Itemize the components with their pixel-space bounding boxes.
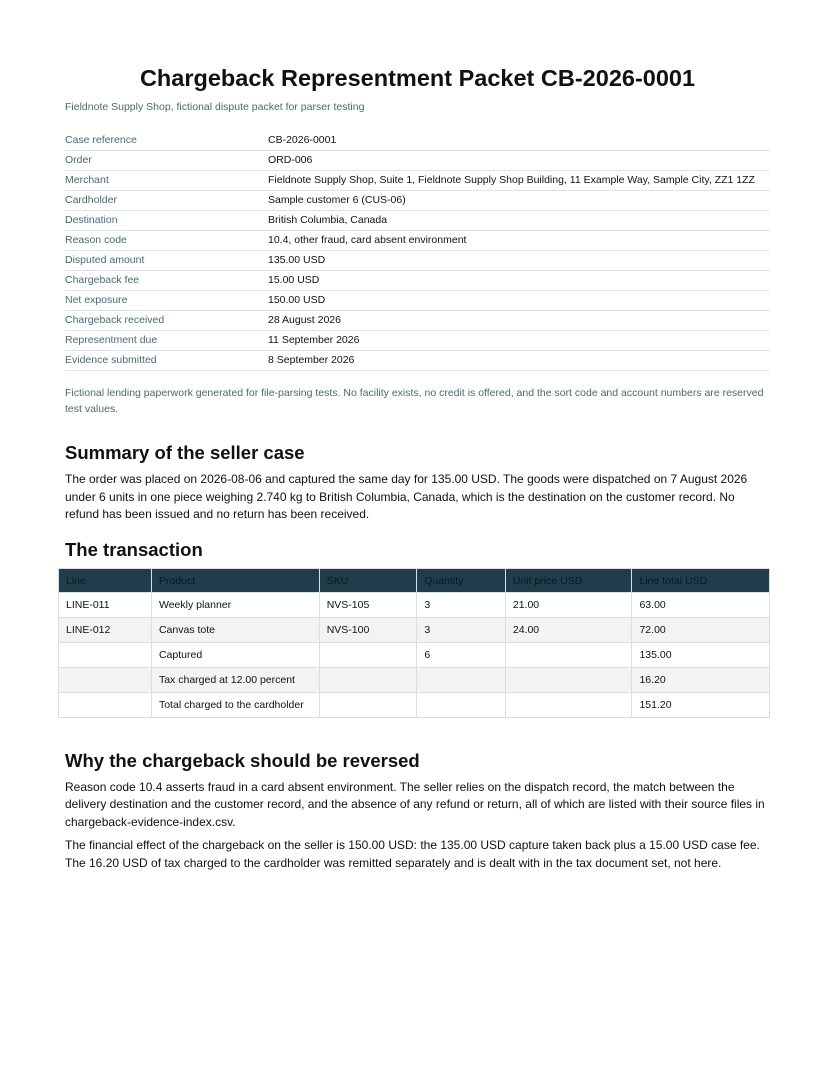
case-detail-label: Case reference: [65, 131, 268, 151]
column-header: Line total USD: [632, 568, 770, 592]
case-detail-value: 10.4, other fraud, card absent environment: [268, 231, 770, 251]
case-detail-value: ORD-006: [268, 151, 770, 171]
table-cell: 72.00: [632, 617, 770, 642]
table-cell: [319, 667, 417, 692]
column-header: SKU: [319, 568, 417, 592]
case-detail-label: Cardholder: [65, 191, 268, 211]
table-cell: NVS-105: [319, 592, 417, 617]
summary-paragraph: The order was placed on 2026-08-06 and captured the same day for 135.00 USD. The goods were dispatched on 7 August 2026 under 6 units in one piece weighing 2.740 kg to British Columbia, Canada, which is the destination on the customer record. No refund has been issued and no return has been received.: [65, 472, 748, 521]
case-detail-label: Order: [65, 151, 268, 171]
case-detail-row: [65, 311, 770, 331]
column-header: Product: [151, 568, 319, 592]
table-cell: 3: [417, 592, 506, 617]
reversal-heading: Why the chargeback should be reversed: [65, 749, 420, 771]
case-detail-value: British Columbia, Canada: [268, 211, 770, 231]
case-detail-label: Evidence submitted: [65, 351, 268, 371]
case-detail-row: [65, 171, 770, 191]
case-detail-row: [65, 291, 770, 311]
reversal-paragraph-2: The financial effect of the chargeback on the seller is 150.00 USD: the 135.00 USD capture taken back plus a 15.00 USD case fee. The 16.20 USD of tax charged to the cardholder was remitted separately and is dealt with in the tax document set, not here.: [65, 838, 760, 870]
table-cell: LINE-011: [59, 592, 152, 617]
case-detail-label: Net exposure: [65, 291, 268, 311]
table-cell: NVS-100: [319, 617, 417, 642]
reversal-paragraph-1: Reason code 10.4 asserts fraud in a card absent environment. The seller relies on the dispatch record, the match between the delivery destination and the customer record, and the absence of any refund or return, all of which are listed with their source files in chargeback-evidence-index.csv.: [65, 779, 765, 829]
case-detail-label: Representment due: [65, 331, 268, 351]
table-cell: 63.00: [632, 592, 770, 617]
case-detail-value: Sample customer 6 (CUS-06): [268, 191, 770, 211]
table-cell: 16.20: [632, 667, 770, 692]
case-detail-value: 150.00 USD: [268, 291, 770, 311]
table-row: [59, 642, 770, 667]
table-cell: [417, 667, 506, 692]
table-cell: [417, 692, 506, 717]
case-detail-value: Fieldnote Supply Shop, Suite 1, Fieldnote Supply Shop Building, 11 Example Way, Sample City, ZZ1 1ZZ: [268, 171, 770, 191]
document-title: Chargeback Representment Packet CB-2026-0001: [139, 65, 696, 91]
case-detail-row: [65, 151, 770, 171]
table-cell: 135.00: [632, 642, 770, 667]
column-header: Quantity: [417, 568, 506, 592]
table-row: [59, 592, 770, 617]
case-detail-value: 28 August 2026: [268, 311, 770, 331]
transaction-header-row: [59, 568, 770, 592]
table-cell: [505, 642, 632, 667]
case-detail-row: [65, 271, 770, 291]
column-header: Unit price USD: [505, 568, 632, 592]
case-detail-row: [65, 191, 770, 211]
table-cell: [505, 692, 632, 717]
table-cell: Captured: [151, 642, 319, 667]
case-detail-row: [65, 231, 770, 251]
case-details-table: [65, 131, 770, 371]
case-detail-value: 135.00 USD: [268, 251, 770, 271]
table-cell: Canvas tote: [151, 617, 319, 642]
table-row: [59, 667, 770, 692]
table-cell: [59, 692, 152, 717]
case-detail-row: [65, 331, 770, 351]
transaction-table: [58, 568, 770, 718]
case-detail-row: [65, 211, 770, 231]
case-detail-label: Chargeback received: [65, 311, 268, 331]
document-subtitle: Fieldnote Supply Shop, fictional dispute packet for parser testing: [65, 101, 365, 113]
case-detail-value: CB-2026-0001: [268, 131, 770, 151]
table-cell: 21.00: [505, 592, 632, 617]
case-detail-value: 8 September 2026: [268, 351, 770, 371]
table-cell: 3: [417, 617, 506, 642]
case-detail-row: [65, 131, 770, 151]
table-cell: 151.20: [632, 692, 770, 717]
transaction-heading: The transaction: [65, 538, 203, 560]
case-detail-row: [65, 251, 770, 271]
case-detail-label: Destination: [65, 211, 268, 231]
case-detail-label: Merchant: [65, 171, 268, 191]
table-cell: [319, 642, 417, 667]
disclaimer-note: Fictional lending paperwork generated for file-parsing tests. No facility exists, no credit is offered, and the sort code and account numbers are reserved test values.: [65, 387, 764, 415]
table-cell: [319, 692, 417, 717]
case-detail-label: Chargeback fee: [65, 271, 268, 291]
table-cell: Tax charged at 12.00 percent: [151, 667, 319, 692]
table-row: [59, 617, 770, 642]
table-cell: 6: [417, 642, 506, 667]
table-cell: [59, 667, 152, 692]
case-detail-value: 11 September 2026: [268, 331, 770, 351]
table-cell: [505, 667, 632, 692]
column-header: Line: [59, 568, 152, 592]
table-cell: [59, 642, 152, 667]
summary-heading: Summary of the seller case: [65, 442, 305, 463]
case-detail-label: Disputed amount: [65, 251, 268, 271]
table-cell: Total charged to the cardholder: [151, 692, 319, 717]
table-cell: Weekly planner: [151, 592, 319, 617]
case-detail-label: Reason code: [65, 231, 268, 251]
table-row: [59, 692, 770, 717]
table-cell: LINE-012: [59, 617, 152, 642]
case-detail-row: [65, 351, 770, 371]
case-detail-value: 15.00 USD: [268, 271, 770, 291]
table-cell: 24.00: [505, 617, 632, 642]
